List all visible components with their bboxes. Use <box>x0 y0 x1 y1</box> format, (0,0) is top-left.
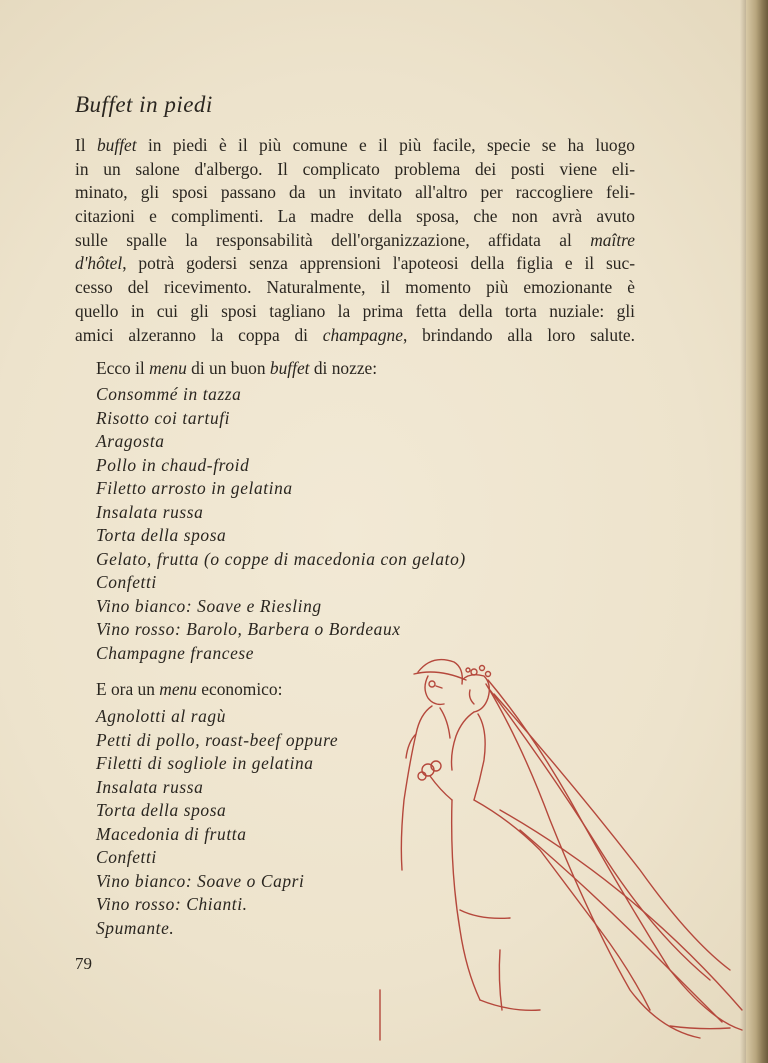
text-run: di nozze: <box>309 358 378 378</box>
text-run: minato, gli sposi passano da un invitato all'altro per raccogliere feli- <box>75 182 635 203</box>
section-heading: Buffet in piedi <box>75 92 213 117</box>
menu-item: Torta della sposa <box>96 800 227 820</box>
menu-item: Risotto coi tartufi <box>96 407 231 428</box>
paragraph-line <box>75 205 635 229</box>
text-run: amici alzeranno la coppa di <box>75 324 323 345</box>
text-run: Il <box>75 135 97 155</box>
italic-text: menu <box>159 679 197 699</box>
menu-intro-economic <box>96 679 282 700</box>
text-run: sulle spalle la responsabilità dell'organizzazione, affidata al <box>75 229 591 250</box>
menu-item: Gelato, frutta (o coppe di macedonia con gelato) <box>96 548 466 569</box>
text-run: Ecco il <box>96 358 150 378</box>
body-paragraph <box>75 134 635 347</box>
menu-item: Vino bianco: Soave e Riesling <box>96 595 322 616</box>
menu-item: Vino bianco: Soave o Capri <box>96 870 305 891</box>
menu-item: Filetti di sogliole in gelatina <box>96 753 314 773</box>
menu-list-wedding-buffet <box>96 383 466 665</box>
text-run: citazioni e complimenti. La madre della sposa, che non avrà avuto <box>75 206 635 227</box>
menu-item: Aragosta <box>96 431 165 451</box>
menu-item: Agnolotti al ragù <box>96 706 227 726</box>
text-run: , potrà godersi senza apprensioni l'apoteosi della figlia e il suc- <box>122 253 635 274</box>
text-run: E ora un <box>96 679 160 699</box>
page-number: 79 <box>75 954 92 973</box>
italic-text: maître <box>590 229 635 250</box>
text-run: in piedi è il più comune e il più facile, specie se ha luogo <box>136 135 635 155</box>
menu-item: Macedonia di frutta <box>96 823 247 844</box>
menu-item: Filetto arrosto in gelatina <box>96 478 293 498</box>
paragraph-line <box>75 276 635 300</box>
italic-text: buffet <box>96 135 137 155</box>
italic-text: d'hôtel <box>75 253 123 274</box>
paragraph-line <box>75 252 635 276</box>
menu-list-economic <box>96 705 338 940</box>
menu-item: Confetti <box>96 847 157 867</box>
text-run: in un salone d'albergo. Il complicato problema dei posti viene eli- <box>75 158 635 179</box>
bride-and-groom-illustration <box>370 650 750 1045</box>
menu-item: Vino rosso: Chianti. <box>96 894 248 914</box>
menu-item: Pollo in chaud-froid <box>96 454 250 475</box>
paragraph-line <box>75 134 635 158</box>
menu-item: Petti di pollo, roast-beef oppure <box>96 729 339 750</box>
italic-text: menu <box>149 358 187 378</box>
paragraph-line <box>75 181 635 205</box>
menu-item: Confetti <box>96 572 157 592</box>
text-run: cesso del ricevimento. Naturalmente, il momento più emozionante è <box>75 277 635 298</box>
italic-text: buffet <box>269 358 310 378</box>
menu-item: Consommé in tazza <box>96 384 242 404</box>
text-run: , brindando alla loro salute. <box>402 324 635 345</box>
menu-item: Champagne francese <box>96 642 255 663</box>
paragraph-line <box>75 229 635 253</box>
italic-text: champagne <box>322 324 403 345</box>
menu-item: Spumante. <box>96 917 175 938</box>
text-run: quello in cui gli sposi tagliano la prima fetta della torta nuziale: gli <box>75 300 635 321</box>
menu-intro-wedding-buffet <box>96 358 377 379</box>
paragraph-line <box>75 300 635 324</box>
text-run: economico: <box>196 679 283 699</box>
menu-item: Insalata russa <box>96 501 204 522</box>
menu-item: Torta della sposa <box>96 525 227 545</box>
text-run: di un buon <box>186 358 270 378</box>
menu-item: Vino rosso: Barolo, Barbera o Bordeaux <box>96 619 401 639</box>
menu-item: Insalata russa <box>96 776 204 797</box>
paragraph-line <box>75 324 635 348</box>
paragraph-line <box>75 158 635 182</box>
